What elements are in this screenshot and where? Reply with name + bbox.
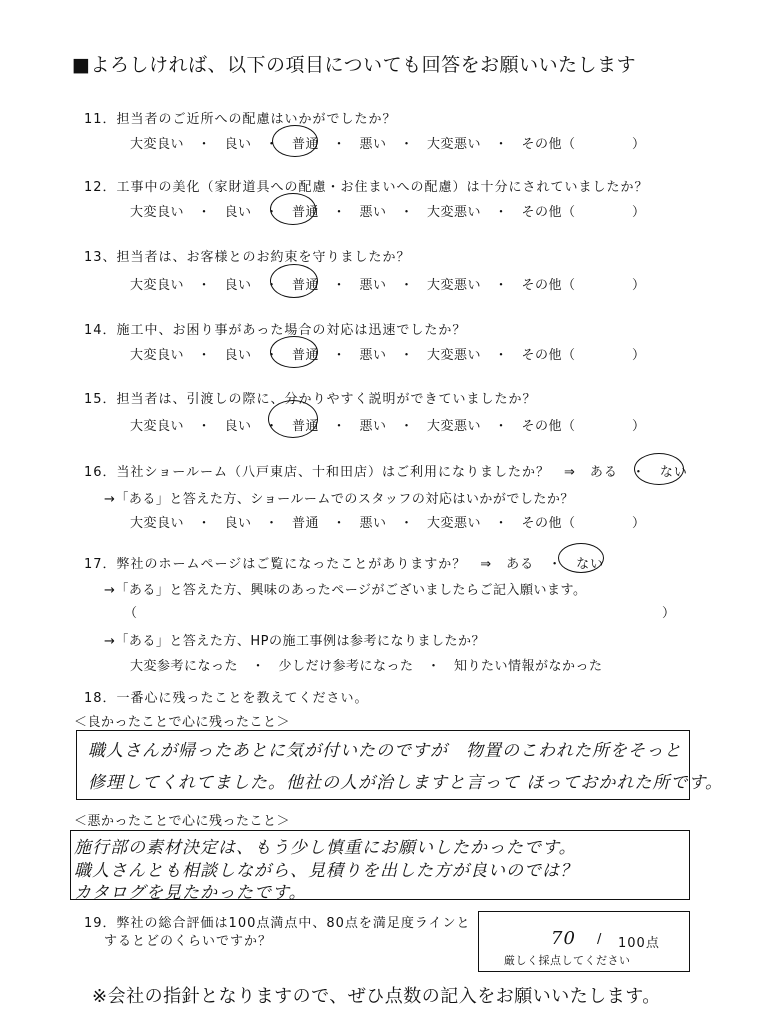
question-17-close-paren: ） xyxy=(662,606,676,621)
question-17: 17．弊社のホームページはご覧になったことがありますか？ ⇒ ある ・ ない xyxy=(84,557,605,572)
answer-circle-17 xyxy=(558,543,604,573)
score-note: 厳しく採点してください xyxy=(504,954,631,967)
question-12-close-paren: ） xyxy=(632,205,646,220)
question-16-close-paren: ） xyxy=(632,516,646,531)
question-11-close-paren: ） xyxy=(632,137,646,152)
question-16-sub: →「ある」と答えた方、ショールームでのスタッフの対応はいかがでしたか？ xyxy=(104,492,574,507)
question-17-options: 大変参考になった ・ 少しだけ参考になった ・ 知りたい情報がなかった xyxy=(130,659,603,674)
answer-circle-11 xyxy=(272,125,318,157)
question-14-close-paren: ） xyxy=(632,348,646,363)
question-12-options: 大変良い ・ 良い ・ 普通 ・ 悪い ・ 大変悪い ・ その他（ xyxy=(130,205,576,220)
question-12: 12．工事中の美化（家財道具への配慮・お住まいへの配慮）は十分にされていましたか？ xyxy=(84,180,649,195)
answer-circle-15 xyxy=(268,400,318,438)
good-label: ＜良かったことで心に残ったこと＞ xyxy=(74,715,291,730)
question-13-options: 大変良い ・ 良い ・ 普通 ・ 悪い ・ 大変悪い ・ その他（ xyxy=(130,278,576,293)
answer-circle-16 xyxy=(634,453,684,485)
answer-circle-14 xyxy=(270,336,318,368)
question-17-sub2: →「ある」と答えた方、HPの施工事例は参考になりましたか？ xyxy=(104,634,486,649)
bad-label: ＜悪かったことで心に残ったこと＞ xyxy=(74,814,291,829)
question-15-close-paren: ） xyxy=(632,419,646,434)
question-14-options: 大変良い ・ 良い ・ 普通 ・ 悪い ・ 大変悪い ・ その他（ xyxy=(130,348,576,363)
bad-answer-line2: 職人さんとも相談しながら、見積りを出した方が良いのでは？ xyxy=(74,861,578,881)
page-header: ■よろしければ、以下の項目についても回答をお願いいたします xyxy=(72,54,637,76)
page-footer: ※会社の指針となりますので、ぜひ点数の記入をお願いいたします。 xyxy=(92,986,661,1007)
question-16: 16．当社ショールーム（八戸東店、十和田店）はご利用になりましたか？ ⇒ ある ・ ない xyxy=(84,465,688,480)
good-answer-line1: 職人さんが帰ったあとに気が付いたのですが 物置のこわれた所をそっと xyxy=(88,741,682,761)
question-15-options: 大変良い ・ 良い ・ 普通 ・ 悪い ・ 大変悪い ・ その他（ xyxy=(130,419,576,434)
question-17-sub1: →「ある」と答えた方、興味のあったページがございましたらご記入願います。 xyxy=(104,583,587,598)
score-slash: / xyxy=(597,932,603,947)
score-value: 70 xyxy=(551,928,576,949)
answer-circle-13 xyxy=(270,264,318,298)
score-max: 100点 xyxy=(618,936,660,951)
question-11: 11．担当者のご近所への配慮はいかがでしたか？ xyxy=(84,112,397,127)
question-18: 18．一番心に残ったことを教えてください。 xyxy=(84,691,369,706)
question-15: 15．担当者は、引渡しの際に、分かりやすく説明ができていましたか？ xyxy=(84,392,537,407)
good-answer-line2: 修理してくれてました。他社の人が治しますと言って ほっておかれた所です。 xyxy=(88,773,724,793)
bad-answer-line1: 施行部の素材決定は、もう少し慎重にお願いしたかったです。 xyxy=(74,838,577,858)
question-16-options: 大変良い ・ 良い ・ 普通 ・ 悪い ・ 大変悪い ・ その他（ xyxy=(130,516,576,531)
question-17-open-paren: （ xyxy=(124,606,138,621)
question-13-close-paren: ） xyxy=(632,278,646,293)
question-19-line1: 19．弊社の総合評価は100点満点中、80点を満足度ラインと xyxy=(84,916,471,931)
question-19-line2: するとどのくらいですか？ xyxy=(104,934,273,949)
bad-answer-line3: カタログを見たかったです。 xyxy=(74,883,307,903)
question-13: 13、担当者は、お客様とのお約束を守りましたか？ xyxy=(84,250,411,265)
answer-circle-12 xyxy=(270,193,316,225)
question-11-options: 大変良い ・ 良い ・ 普通 ・ 悪い ・ 大変悪い ・ その他（ xyxy=(130,137,576,152)
question-14: 14．施工中、お困り事があった場合の対応は迅速でしたか？ xyxy=(84,323,467,338)
